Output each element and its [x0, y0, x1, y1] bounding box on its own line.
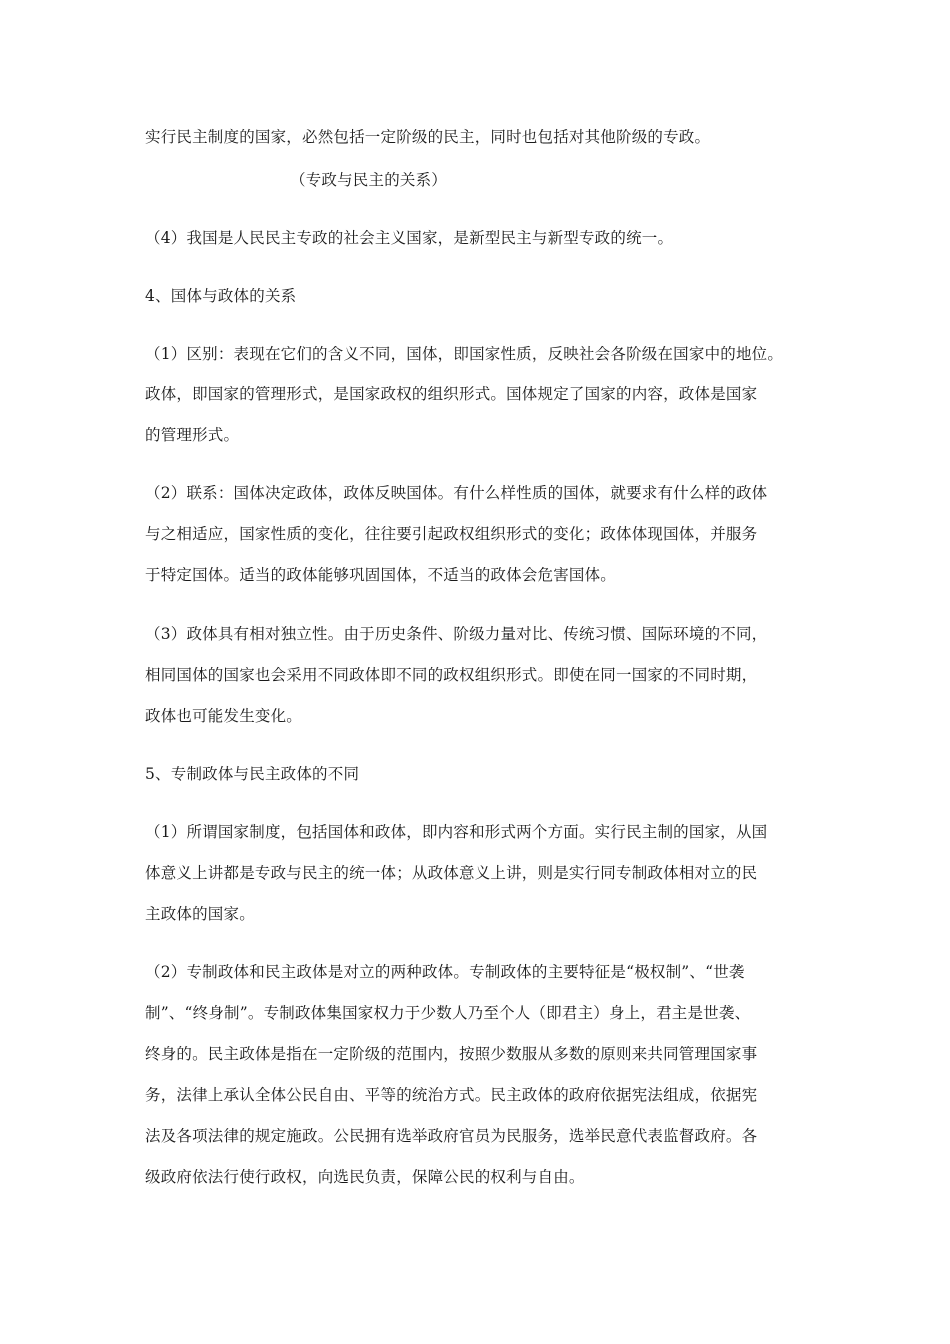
paragraph-line: 政体，即国家的管理形式，是国家政权的组织形式。国体规定了国家的内容，政体是国家 [145, 385, 758, 403]
section-heading: 5、专制政体与民主政体的不同 [145, 765, 360, 783]
paragraph-line: 的管理形式。 [145, 426, 240, 444]
paragraph-line: （4）我国是人民民主专政的社会主义国家，是新型民主与新型专政的统一。 [145, 229, 674, 247]
paragraph-line: 主政体的国家。 [145, 905, 255, 923]
paragraph-line: 相同国体的国家也会采用不同政体即不同的政权组织形式。即使在同一国家的不同时期， [145, 666, 758, 684]
paragraph-line: 务，法律上承认全体公民自由、平等的统治方式。民主政体的政府依据宪法组成，依据宪 [145, 1086, 758, 1104]
paragraph-line: （1）所谓国家制度，包括国体和政体，即内容和形式两个方面。实行民主制的国家，从国 [145, 823, 768, 841]
paragraph-line: （2）专制政体和民主政体是对立的两种政体。专制政体的主要特征是“极权制”、“世袭 [145, 963, 745, 981]
paragraph-line: 终身的。民主政体是指在一定阶级的范围内，按照少数服从多数的原则来共同管理国家事 [145, 1045, 758, 1063]
paragraph-line: 体意义上讲都是专政与民主的统一体；从政体意义上讲，则是实行同专制政体相对立的民 [145, 864, 758, 882]
caption-line: （专政与民主的关系） [290, 171, 448, 189]
paragraph-line: 实行民主制度的国家，必然包括一定阶级的民主，同时也包括对其他阶级的专政。 [145, 128, 711, 146]
paragraph-line: 制”、“终身制”。专制政体集国家权力于少数人乃至个人（即君主）身上，君主是世袭、 [145, 1004, 751, 1022]
paragraph-line: （1）区别：表现在它们的含义不同，国体，即国家性质，反映社会各阶级在国家中的地位。 [145, 345, 784, 363]
paragraph-line: 级政府依法行使行政权，向选民负责，保障公民的权利与自由。 [145, 1168, 585, 1186]
paragraph-line: 法及各项法律的规定施政。公民拥有选举政府官员为民服务，选举民意代表监督政府。各 [145, 1127, 758, 1145]
section-heading: 4、国体与政体的关系 [145, 287, 297, 305]
paragraph-line: （2）联系：国体决定政体，政体反映国体。有什么样性质的国体，就要求有什么样的政体 [145, 484, 768, 502]
paragraph-line: 与之相适应，国家性质的变化，往往要引起政权组织形式的变化；政体体现国体，并服务 [145, 525, 758, 543]
paragraph-line: 政体也可能发生变化。 [145, 707, 303, 725]
paragraph-line: 于特定国体。适当的政体能够巩固国体，不适当的政体会危害国体。 [145, 566, 617, 584]
paragraph-line: （3）政体具有相对独立性。由于历史条件、阶级力量对比、传统习惯、国际环境的不同， [145, 625, 768, 643]
